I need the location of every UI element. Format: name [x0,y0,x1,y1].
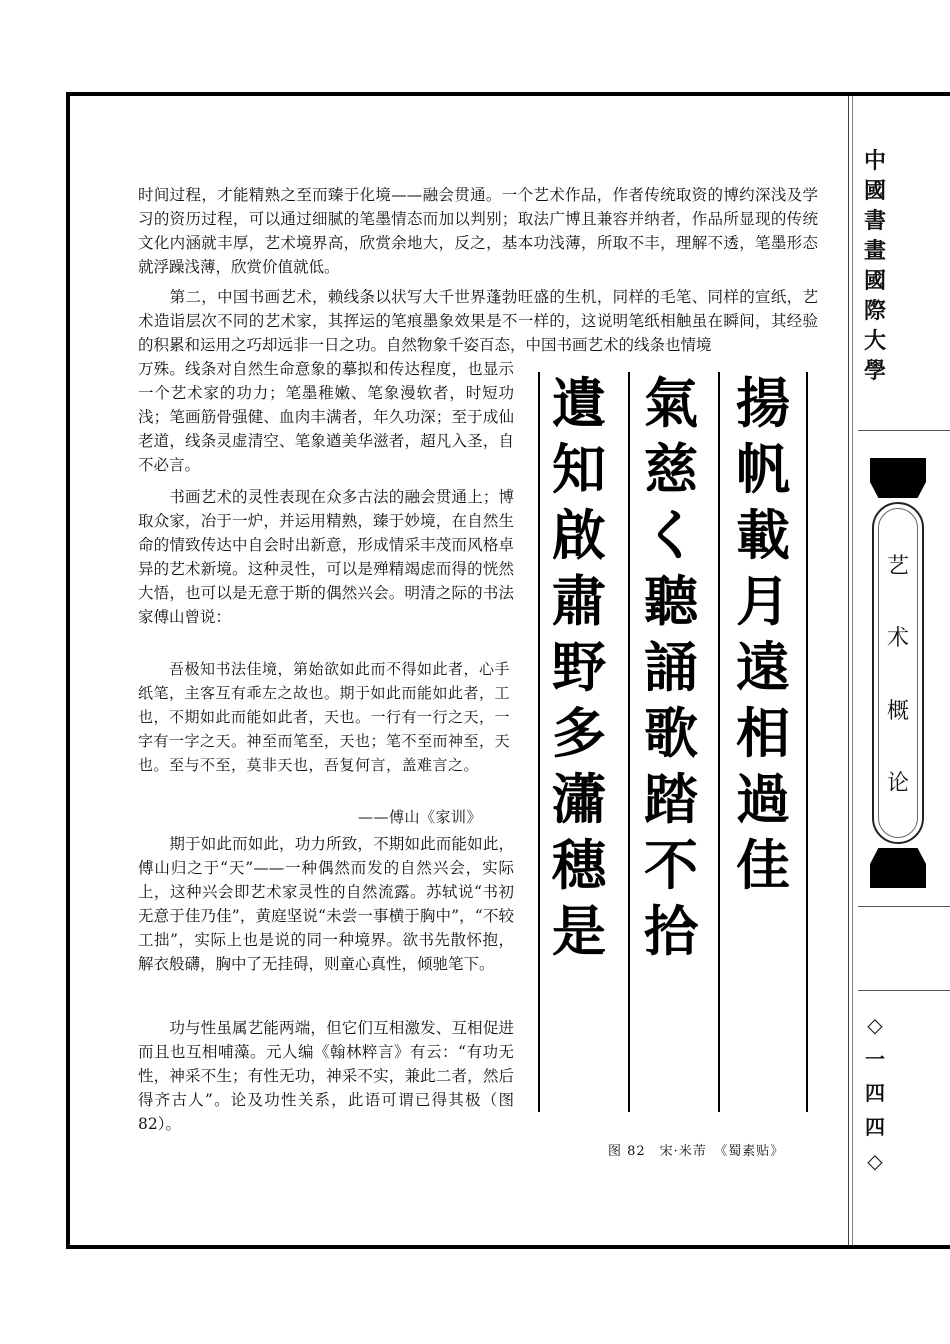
calligraphy-char: 月 [736,569,790,633]
paragraph: 功与性虽属艺能两端，但它们互相激发、互相促进而且也互相哺藻。元人编《翰林粹言》有云：“有功无性，神采不生；有性无功，神采不实，兼此二者，然后得齐古人”。论及功性关系，此语可谓已得其极（图 82）。 [138,1019,514,1133]
calligraphy-char: 佳 [736,833,790,897]
sidebar-rule [858,906,950,907]
sidebar-divider [848,96,849,1245]
univ-char: 大 [863,328,886,354]
calligraphy-figure [534,372,816,1130]
column-rule [628,372,630,1112]
calligraphy-char: 誦 [644,635,698,699]
calligraphy-char: 啟 [552,503,606,567]
calligraphy-char: 踏 [644,767,698,831]
calligraphy-char: 瀟 [552,767,606,831]
calligraphy-char: 穗 [552,833,606,897]
univ-char: 中 [863,148,886,174]
diamond-icon: ◇ [867,1013,883,1037]
calligraphy-column [542,372,616,1130]
block-quote: 吾极知书法佳境，第始欲如此而不得如此者，心手纸笔，主客互有乖左之故也。期于如此而能如此者，工也，不期如此而能如此者，天也。一行有一行之天，一字有一字之天。神至而笔至，天也；笔不至而神至，天也。至与不至，莫非天也，吾复何言，盖难言之。 [138,660,511,774]
paragraph: 书画艺术的灵性表现在众多古法的融会贯通上；博取众家，冶于一炉，并运用精熟，臻于妙境，在自然生命的情致传达中自会时出新意，形成情采丰茂而风格卓异的艺术新境。这种灵性，可以是殚精竭虑而得的恍然大悟，也可以是无意于斯的偶然兴会。明清之际的书法家傅山曾说： [138,488,514,626]
paragraph: 第二，中国书画艺术，赖线条以状写大千世界蓬勃旺盛的生机，同样的毛笔、同样的宣纸，艺术造诣层次不同的艺术家，其挥运的笔痕墨象效果是不一样的，这说明笔纸相触虽在瞬间，其经验的积累和运用之巧却远非一日之功。自然物象千姿百态，中国书画艺术的线条也情境 [138,288,818,354]
figure-caption: 图 82 宋·米芾 《蜀素贴》 [608,1144,785,1159]
calligraphy-char: 過 [736,767,790,831]
chapter-title [872,502,924,844]
university-title [858,146,892,386]
calligraphy-column [634,372,708,1130]
calligraphy-column [726,372,800,1130]
paragraph: 期于如此而如此，功力所致，不期如此而能如此，傅山归之于“天”——一种偶然而发的自然兴会，实际上，这种兴会即艺术家灵性的自然流露。苏轼说“书初无意于佳乃佳”，黄庭坚说“未尝一事横于胸中”，“不较工拙”，实际上也是说的同一种境界。欲书先散怀抱，解衣般礴，胸中了无挂碍，则童心真性，倾驰笔下。 [138,835,514,973]
chapter-char: 艺 [886,553,909,579]
page-digit: 四 [865,1081,885,1105]
calligraphy-char: く [644,503,698,567]
univ-char: 國 [863,178,886,204]
ornament-top [870,458,926,498]
column-rule [806,372,808,1112]
chapter-title-box [866,458,930,888]
calligraphy-char: 相 [736,701,790,765]
chapter-char: 概 [886,698,909,724]
univ-char: 國 [863,268,886,294]
univ-char: 學 [863,358,886,384]
chapter-char: 论 [886,771,909,797]
paragraph: 时间过程，才能精熟之至而臻于化境——融会贯通。一个艺术作品，作者传统取资的博约深浅及学习的资历过程，可以通过细腻的笔墨情态而加以判别；取法广博且兼容并纳者，作品所显现的传统文化内涵就丰厚，艺术境界高，欣赏余地大，反之，基本功浅薄，所取不丰，理解不透，笔墨形态就浮躁浅薄，欣赏价值就低。 [138,186,818,276]
calligraphy-char: 多 [552,701,606,765]
calligraphy-char: 遠 [736,635,790,699]
sidebar-rule [858,990,950,991]
calligraphy-char: 是 [552,899,606,963]
quote-source: ——傅山《家训》 [358,808,483,826]
calligraphy-char: 載 [736,503,790,567]
calligraphy-char: 拾 [644,899,698,963]
univ-char: 畫 [863,238,886,264]
calligraphy-char: 慈 [644,437,698,501]
paragraph: 万殊。线条对自然生命意象的摹拟和传达程度，也显示一个艺术家的功力；笔墨稚嫩、笔象漫软者，时短功浅；笔画筋骨强健、血肉丰满者，年久功深；至于成仙老道，线条灵虚清空、笔象遒美华滋者，超凡入圣，自不必言。 [138,360,514,474]
calligraphy-char: 野 [552,635,606,699]
calligraphy-char: 帆 [736,437,790,501]
calligraphy-char: 不 [644,833,698,897]
ornament-bottom [870,848,926,888]
univ-char: 際 [863,298,886,324]
calligraphy-char: 知 [552,437,606,501]
sidebar-rule [858,430,950,431]
calligraphy-char: 氣 [644,371,698,435]
page-number [858,1008,892,1178]
calligraphy-char: 揚 [736,371,790,435]
calligraphy-char: 遺 [552,371,606,435]
diamond-icon: ◇ [867,1149,883,1173]
chapter-char: 术 [886,626,909,652]
calligraphy-char: 肅 [552,569,606,633]
column-rule [718,372,720,1112]
calligraphy-char: 歌 [644,701,698,765]
sidebar-divider-inner [852,96,853,1245]
page-digit: 一 [865,1047,885,1071]
column-rule [538,372,540,1112]
univ-char: 書 [863,208,886,234]
calligraphy-char: 聽 [644,569,698,633]
page-digit: 四 [865,1115,885,1139]
